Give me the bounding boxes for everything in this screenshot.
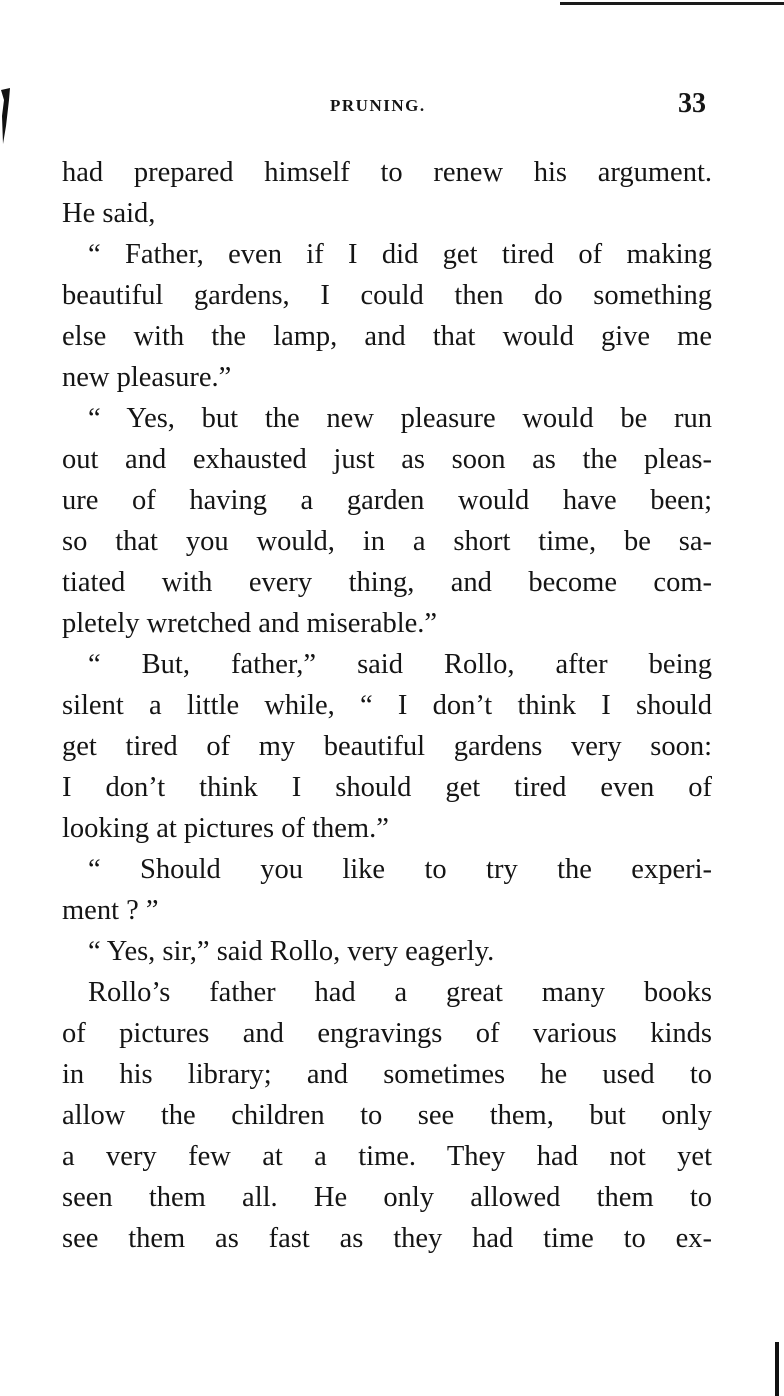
text-line: so that you would, in a short time, be sa-: [62, 526, 712, 557]
text-line: “ Should you like to try the experi-: [88, 854, 712, 885]
text-line: silent a little while, “ I don’t think I should: [62, 690, 712, 721]
text-line: get tired of my beautiful gardens very soon:: [62, 731, 712, 762]
text-line: “ Yes, sir,” said Rollo, very eagerly.: [88, 936, 495, 967]
text-line: see them as fast as they had time to ex-: [62, 1223, 712, 1254]
text-line: of pictures and engravings of various kinds: [62, 1018, 712, 1049]
text-line: “ Yes, but the new pleasure would be run: [88, 403, 712, 434]
text-line: else with the lamp, and that would give me: [62, 321, 712, 352]
text-line: allow the children to see them, but only: [62, 1100, 712, 1131]
page-number: 33: [678, 88, 706, 119]
text-line: Rollo’s father had a great many books: [88, 977, 712, 1008]
text-line: had prepared himself to renew his argument.: [62, 157, 712, 188]
running-head: [0, 90, 784, 124]
text-line: beautiful gardens, I could then do something: [62, 280, 712, 311]
margin-mark-right: [772, 1342, 780, 1396]
text-line: “ But, father,” said Rollo, after being: [88, 649, 712, 680]
text-line: He said,: [62, 198, 156, 229]
text-line: tiated with every thing, and become com-: [62, 567, 712, 598]
text-line: looking at pictures of them.”: [62, 813, 389, 844]
body-text: [62, 152, 712, 1259]
text-line: a very few at a time. They had not yet: [62, 1141, 712, 1172]
text-line: seen them all. He only allowed them to: [62, 1182, 712, 1213]
text-line: new pleasure.”: [62, 362, 232, 393]
text-line: in his library; and sometimes he used to: [62, 1059, 712, 1090]
top-rule: [560, 2, 784, 5]
running-head-title: PRUNING.: [330, 96, 426, 115]
text-line: ment ? ”: [62, 895, 159, 926]
text-line: ure of having a garden would have been;: [62, 485, 712, 516]
text-line: I don’t think I should get tired even of: [62, 772, 712, 803]
text-line: out and exhausted just as soon as the pleas-: [62, 444, 712, 475]
text-line: pletely wretched and miserable.”: [62, 608, 438, 639]
text-line: “ Father, even if I did get tired of making: [88, 239, 712, 270]
